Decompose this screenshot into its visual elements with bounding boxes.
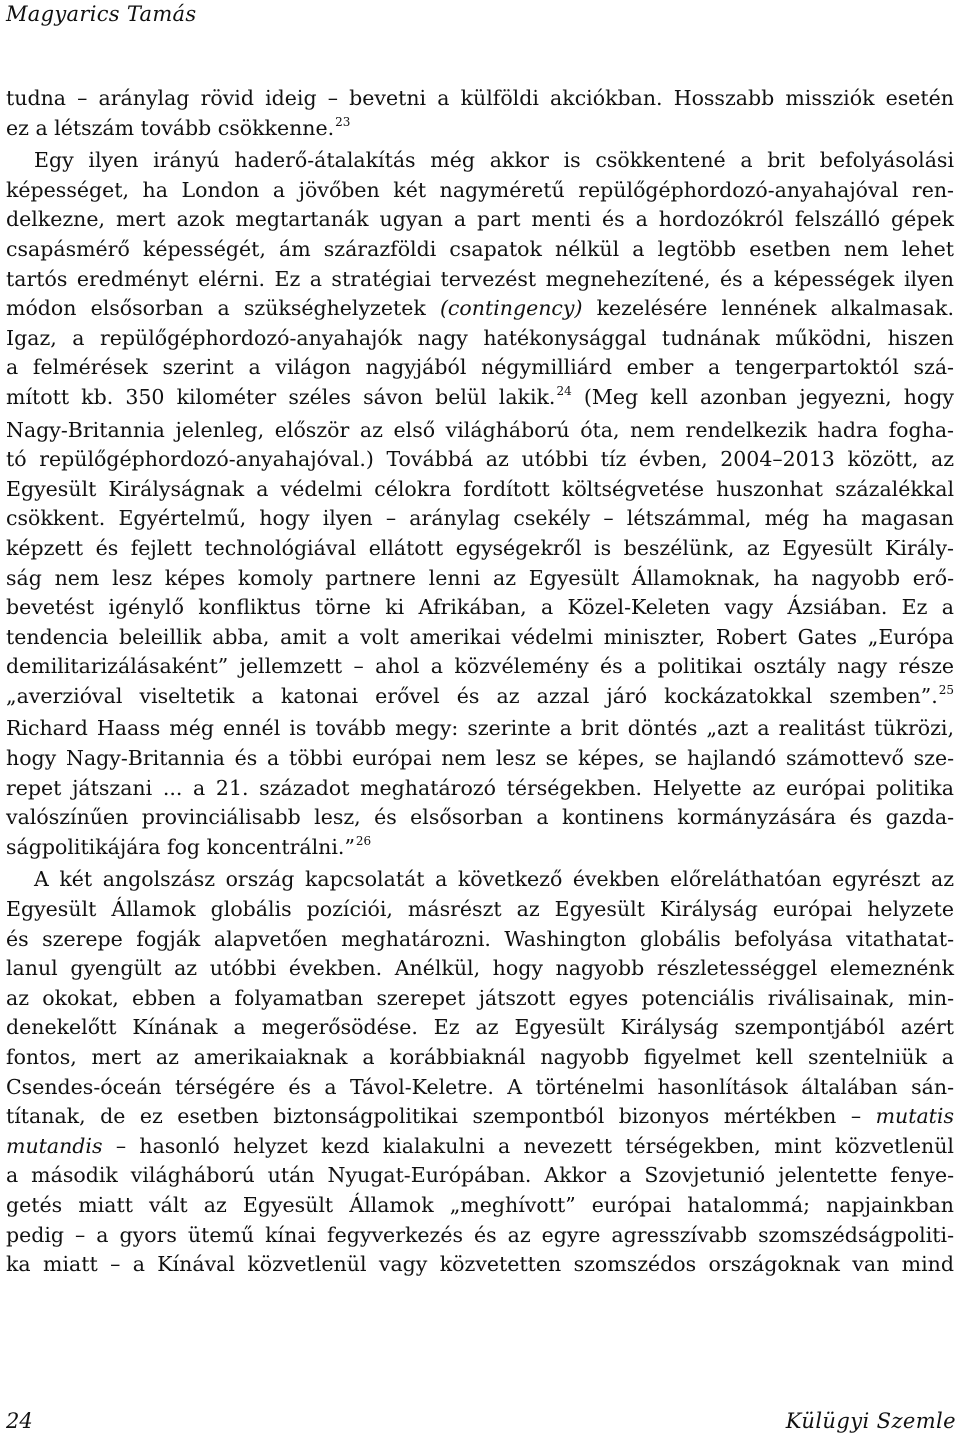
text-line-content: valószínűen provinciálisabb lesz, és elsősorban a kontinens kormányzására és gazda- [6,805,954,830]
text-line [6,895,954,925]
text-line [6,593,954,623]
text-line [6,114,954,147]
text-line-content: tendencia beleillik abba, amit a volt amerikai védelmi miniszter, Robert Gates „Európa [6,624,954,649]
text-line-content: títanak, de ez esetben biztonságpolitikai szempontból bizonyos mértékben – mutatis [6,1104,954,1129]
text-line [6,682,954,715]
text-line-content: Egy ilyen irányú haderő-átalakítás még akkor is csökkentené a brit befolyásolási [34,148,954,173]
text-line-content: tartós eredményt elérni. Ez a stratégiai tervezést megnehezítené, és a képességek ilyen [6,266,954,291]
text-line [6,265,954,295]
text-line-content: getés miatt vált az Egyesült Államok „meghívott” európai hatalommá; napjainkban [6,1192,954,1217]
text-line [6,294,954,324]
article-body [6,84,954,1280]
text-line-content: csapásmérő képességét, ám szárazföldi csapatok nélkül a legtöbb esetben nem lehet [6,236,954,261]
text-line [6,1161,954,1191]
text-line [6,176,954,206]
text-line [6,416,954,446]
text-line [6,1013,954,1043]
text-line [6,205,954,235]
text-line-content: A két angolszász ország kapcsolatát a következő években előreláthatóan egyrészt az [34,867,954,892]
text-line [6,475,954,505]
text-line-content: az okokat, ebben a folyamatban szerepet játszott egyes potenciális riválisainak, min- [6,985,954,1010]
footnote-marker: 25 [938,682,954,697]
text-line-content: Igaz, a repülőgéphordozó-anyahajók nagy hatékonysággal tudnának működni, hiszen [6,325,954,350]
text-line [6,84,954,114]
text-line [6,833,954,866]
text-line [6,564,954,594]
text-line [6,1102,954,1132]
text-line [6,925,954,955]
text-line-content: ság nem lesz képes komoly partnere lenni az Egyesült Államoknak, ha nagyobb erő- [6,565,954,590]
text-line [6,534,954,564]
text-line-content: Nagy-Britannia jelenleg, először az első világháború óta, nem rendelkezik hadra fogha- [6,417,954,442]
text-line [6,652,954,682]
text-line [6,504,954,534]
text-line [6,1043,954,1073]
text-line-content: módon elsősorban a szükséghelyzetek (contingency) kezelésére lennének alkalmasak. [6,296,954,321]
text-line [6,865,954,895]
text-line-content: képzett és fejlett technológiával ellátott egységekről is beszélünk, az Egyesült Király- [6,535,954,560]
text-line-content: delkezne, mert azok megtartanák ugyan a part menti és a hordozókról felszálló gépek [6,207,954,232]
text-line-content: a felmérések szerint a világon nagyjából négymilliárd ember a tengerpartoktól szá- [6,355,954,380]
page-number: 24 [6,1409,33,1433]
text-line-content: repet játszani ... a 21. századot meghatározó térségekben. Helyette az európai politika [6,775,954,800]
text-line [6,1132,954,1162]
footnote-marker: 26 [355,833,372,848]
text-line-content: pedig – a gyors ütemű kínai fegyverkezés és az egyre agresszívabb szomszédságpoliti- [6,1222,954,1247]
text-line [6,954,954,984]
text-line [6,803,954,833]
text-line [6,146,954,176]
text-line-content: csökkent. Egyértelmű, hogy ilyen – aránylag csekély – létszámmal, még ha magasan [6,506,954,531]
text-line-content: fontos, mert az amerikaiaknak a korábbiaknál nagyobb figyelmet kell szentelniük a [6,1045,954,1069]
text-line-content: demilitarizálásaként” jellemzett – ahol a közvélemény és a politikai osztály nagy része [6,654,954,679]
footnote-marker: 24 [556,383,572,398]
text-line [6,353,954,383]
text-line-content: bevetést igénylő konfliktus törne ki Afrikában, a Közel-Keleten vagy Ázsiában. Ez a [6,595,954,620]
text-line [6,445,954,475]
text-line [6,324,954,354]
text-line-content: a második világháború után Nyugat-Európában. Akkor a Szovjetunió jelentette fenye- [6,1163,954,1188]
running-header-author: Magyarics Tamás [6,2,197,26]
text-line-content: lanul gyengült az utóbbi években. Anélkül, hogy nagyobb részletességgel elemeznénk [6,956,954,981]
text-line [6,984,954,1014]
text-line-content: Egyesült Államok globális pozíciói, másrészt az Egyesült Királyság európai helyzete [6,897,954,922]
text-line [6,235,954,265]
text-line [6,1250,954,1280]
text-line-content: Csendes-óceán térségére és a Távol-Keletre. A történelmi hasonlítások általában sán- [6,1074,954,1099]
text-line-content: tudna – aránylag rövid ideig – bevetni a külföldi akciókban. Hosszabb missziók esetén [6,86,954,110]
text-line-content: mított kb. 350 kilométer széles sávon belül lakik. [6,384,556,409]
text-line-content: tó repülőgéphordozó-anyahajóval.) Továbbá az utóbbi tíz évben, 2004–2013 között, az [6,447,954,472]
text-line [6,1073,954,1103]
text-line-content: mutandis – hasonló helyzet kezd kialakulni a nevezett térségekben, mint közvetlenül [6,1133,954,1158]
journal-title: Külügyi Szemle [785,1409,956,1433]
text-line [6,623,954,653]
text-line [6,1191,954,1221]
text-line [6,383,954,416]
footnote-marker: 23 [335,114,351,129]
text-line-content: képességet, ha London a jövőben két nagyméretű repülőgéphordozó-anyahajóval ren- [6,177,954,202]
text-line-content: Richard Haass még ennél is tovább megy: szerinte a brit döntés „azt a realitást tükrözi, [6,716,954,741]
text-line-content: ka miatt – a Kínával közvetlenül vagy közvetetten szomszédos országoknak van mind [6,1252,954,1277]
text-line [6,744,954,774]
text-line-content: és szerepe fogják alapvetően meghatározni. Washington globális befolyása vitathatat- [6,926,954,951]
text-line-content: denekelőtt Kínának a megerősödése. Ez az Egyesült Királyság szempontjából azért [6,1015,954,1040]
text-line-content: ságpolitikájára fog koncentrálni.” [6,834,355,859]
text-line [6,714,954,744]
text-line-content: Egyesült Királyságnak a védelmi célokra fordított költségvetése huszonhat százalékkal [6,476,954,501]
text-line-content: ez a létszám tovább csökkenne. [6,115,335,140]
text-line [6,1221,954,1251]
text-line-content: hogy Nagy-Britannia és a többi európai nem lesz se képes, se hajlandó számottevő sze- [6,746,954,771]
text-line-content: „averzióval viseltetik a katonai erővel és az azzal járó kockázatokkal szemben”. [6,683,938,708]
text-line-continuation: (Meg kell azonban jegyezni, hogy [571,384,954,409]
text-line [6,774,954,804]
